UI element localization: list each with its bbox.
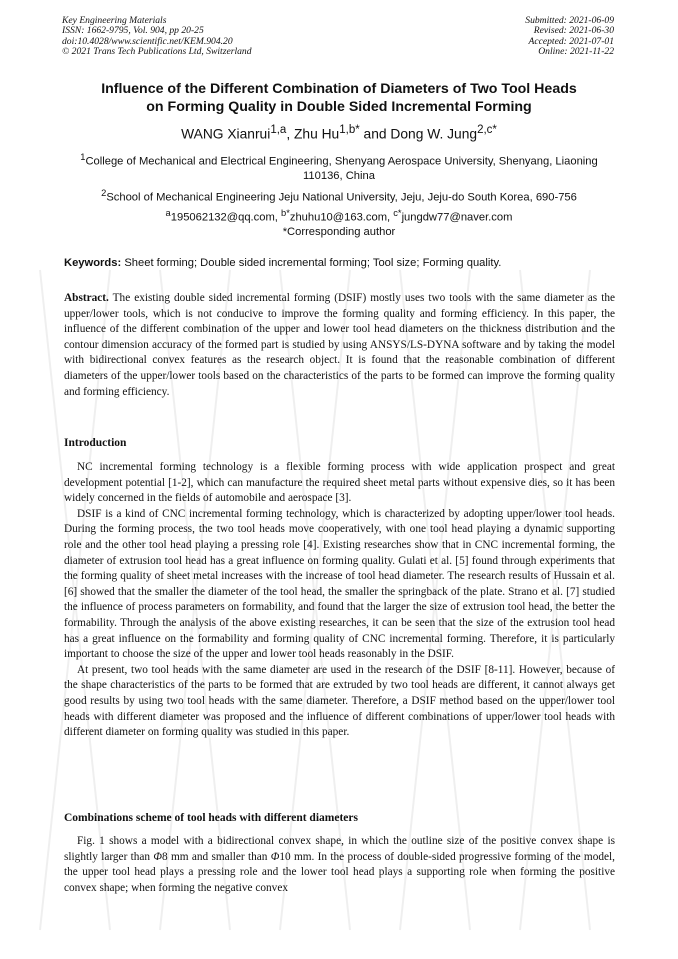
abstract [64,291,615,400]
abstract-text: The existing double sided incremental forming (DSIF) mostly uses two tools with the same diameter as the upper/lower tools, which is not conducive to improve the forming quality and forming efficiency. In this paper, the influence of the different combination of the upper and lower tool head diameters on the thickness distribution and the contour dimension accuracy of the formed part is studied by using ANSYS/LS-DYNA software and by taking the model with bidirectional convex features as the research object. It is found that the reasonable combination of different diameters of the upper/lower tools based on the characteristics of the parts to be formed can improve the forming quality and forming efficiency. [64,292,615,398]
affiliation-text: School of Mechanical Engineering Jeju National University, Jeju, Jeju-do South Korea, 690-756 [106,191,577,204]
text-run: 10 mm. In the process of double-sided progressive forming of the model, the upper tool head plays a pressing role and the lower tool head plays a supporting role when forming the positive convex shape; when forming the negative convex [64,850,615,894]
paper-title [50,80,628,116]
issn-line: ISSN: 1662-9795, Vol. 904, pp 20-25 [62,25,204,37]
author-list [40,121,638,144]
text-run: 8 mm and smaller than [162,850,271,863]
journal-info [62,16,252,58]
affiliation-2 [70,186,608,205]
revised-date: Revised: 2021-06-30 [533,25,614,37]
title-line-2: on Forming Quality in Double Sided Incremental Forming [146,99,532,115]
paragraph: NC incremental forming technology is a flexible forming process with wide application prospect and great development potential [1-2], which can manufacture the required sheet metal parts without expensive dies, so it has been widely concerned in the fields of automobile and aerospace [3]. [64,461,615,505]
author-emails [70,206,608,239]
doi-line: doi:10.4028/www.scientific.net/KEM.904.20 [62,35,233,47]
affiliation-text: College of Mechanical and Electrical Engineering, Shenyang Aerospace University, Shenyang, Liaoning 110136, China [85,155,598,182]
title-line-1: Influence of the Different Combination of Diameters of Two Tool Heads [101,81,577,97]
phi-symbol: Φ [153,850,162,863]
keywords-text: Sheet forming; Double sided incremental forming; Tool size; Forming quality. [124,257,502,269]
introduction-body [64,460,615,741]
paragraph: DSIF is a kind of CNC incremental forming technology, which is characterized by adopting upper/lower tool heads. During the forming process, the two tool heads move cooperatively, with one tool head playing a dynamic supporting role and the other tool head playing a pressing role [4]. Existing researches show that in CNC incremental forming, the diameter of extrusion tool head has a great influence on forming quality. Gulati et al. [5] found through experiments that the forming quality of sheet metal increases with the increase of tool head diameter. The research results of Hussain et al. [6] showed that the smaller the diameter of the tool head, the smaller the springback of the plate. Strano et al. [7] studied the influence of process parameters on formability, and found that the larger the size of extrusion tool head, the better the formability. Through the analysis of the above existing researches, it can be seen that the size of the extrusion tool head has a great influence on the formability and forming quality of CNC incremental forming. Therefore, it is particularly important to choose the size of the upper and lower tool heads reasonably in the DSIF. [64,507,615,661]
affiliation-1 [70,150,608,183]
publication-dates [525,16,614,58]
author-name: Dong W. Jung [390,126,478,142]
author-separator: , [286,126,294,142]
journal-name: Key Engineering Materials [62,15,167,26]
author-affiliation-mark: 1,b* [339,124,360,136]
affiliation-mark: 1 [80,152,86,162]
text-run: Fig. 1 shows a model with a bidirectional convex shape, in which the outline size of the positive convex shape is slightly larger than [64,835,615,863]
email-address[interactable]: jungdw77@naver.com [401,211,513,224]
submitted-date: Submitted: 2021-06-09 [525,15,614,26]
combinations-body [64,834,615,896]
phi-symbol: Φ [270,850,280,863]
author-name: Zhu Hu [293,126,340,142]
abstract-label: Abstract. [64,292,109,304]
section-heading-introduction: Introduction [64,437,127,449]
paragraph [64,834,615,896]
email-line [70,206,608,225]
section-heading-combinations: Combinations scheme of tool heads with different diameters [64,812,358,824]
online-date: Online: 2021-11-22 [538,46,614,58]
paragraph: At present, two tool heads with the same diameter are used in the research of the DSIF [8-11]. However, because of the shape characteristics of the parts to be formed that are extruded by two tool heads are different, it cannot always get good results by using two tool heads with the same diameter. Therefore, a DSIF method based on the upper/lower tool heads with different diameter was proposed and the influence of different combinations of upper/lower tool heads with different diameter on forming quality was studied in this paper. [64,663,615,739]
copyright-line: © 2021 Trans Tech Publications Ltd, Switzerland [62,46,252,58]
email-mark: b* [281,208,290,218]
email-address[interactable]: 195062132@qq.com, [170,211,282,224]
corresponding-author-note: *Corresponding author [282,225,396,238]
email-mark: a [165,208,171,218]
author-name: WANG Xianrui [181,126,271,142]
accepted-date: Accepted: 2021-07-01 [528,35,614,47]
keywords-label: Keywords: [64,257,122,269]
author-separator: and [359,126,391,142]
keywords [64,256,616,270]
email-mark: c* [393,208,402,218]
email-address[interactable]: zhuhu10@163.com, [289,211,394,224]
affiliation-mark: 2 [101,188,107,198]
author-affiliation-mark: 1,a [270,124,287,136]
author-affiliation-mark: 2,c* [477,124,497,136]
